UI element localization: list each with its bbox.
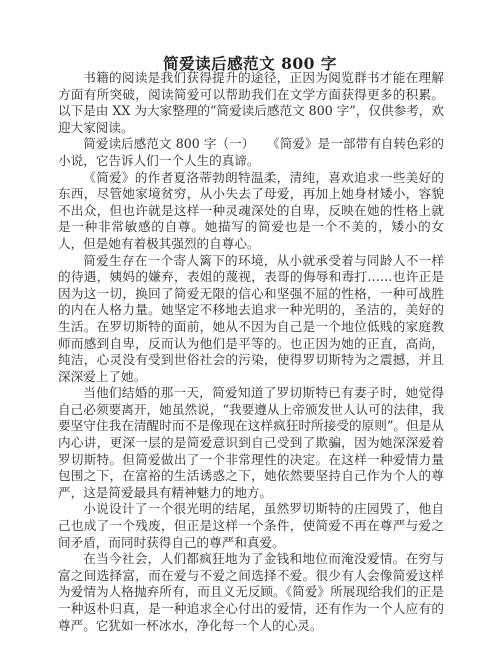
paragraph-wedding: 当他们结婚的那一天，简爱知道了罗切斯特已有妻子时，她觉得自己必须要离开，她虽然说，“我要遵从上帝颁发世人认可的法律，我要坚守住我在清醒时而不是像现在这样疯狂时所接受的原则”。但是从内心讲，更深一层的是简爱意识到自己受到了欺骗，因为她深深爱着罗切斯特。但简爱做出了一个非常理性的决定。在这样一种爱情力量包围之下，在富裕的生活诱惑之下，她依然要坚持自己作为个人的尊严，这是简爱最具有精神魅力的地方。 (58, 385, 444, 500)
document-title: 简爱读后感范文 800 字 (163, 54, 337, 73)
document-body (58, 70, 444, 634)
paragraph-author: 《简爱》的作者夏洛蒂勃朗特温柔，清纯，喜欢追求一些美好的东西，尽管她家境贫穷，从小失去了母爱，再加上她身材矮小，容貌不出众，但也许就是这样一种灵魂深处的自卑，反映在她的性格上就是一种非常敏感的自尊。她描写的简爱也是一个不美的，矮小的女人，但是她有着极其强烈的自尊心。 (58, 169, 444, 251)
paragraph-upbringing: 简爱生存在一个寄人篱下的环境，从小就承受着与同龄人不一样的待遇，姨妈的嫌弃，表姐的蔑视，表哥的侮辱和毒打……也许正是因为这一切，换回了简爱无限的信心和坚强不屈的性格，一种可战胜的内在人格力量。她坚定不移地去追求一种光明的，圣洁的，美好的生活。在罗切斯特的面前，她从不因为自己是一个地位低贱的家庭教师而感到自卑，反而认为他们是平等的。也正因为她的正直，高尚，纯洁，心灵没有受到世俗社会的污染，使得罗切斯特为之震撼，并且深深爱上了她。 (58, 252, 444, 384)
paragraph-ending: 小说设计了一个很光明的结尾，虽然罗切斯特的庄园毁了，他自己也成了一个残废，但正是这样一个条件，使简爱不再在尊严与爱之间矛盾，而同时获得自己的尊严和真爱。 (58, 501, 444, 550)
paragraph-section-heading: 简爱读后感范文 800 字（一） 《简爱》是一部带有自转色彩的小说，它告诉人们一个人生的真谛。 (58, 136, 444, 168)
paragraph-intro: 书籍的阅读是我们获得提升的途径，正因为阅览群书才能在理解方面有所突破，阅读简爱可以帮助我们在文学方面获得更多的积累。以下是由 XX 为大家整理的“简爱读后感范文 800 字”，仅供参考，欢迎大家阅读。 (58, 70, 444, 135)
paragraph-conclusion: 在当今社会，人们都疯狂地为了金钱和地位而淹没爱情。在穷与富之间选择富，而在爱与不爱之间选择不爱。很少有人会像简爱这样为爱情为人格抛弃所有，而且义无反顾。《简爱》所展现给我们的正是一种返朴归真，是一种追求全心付出的爱情，还有作为一个人应有的尊严。它犹如一杯冰水，净化每一个人的心灵。 (58, 551, 444, 633)
